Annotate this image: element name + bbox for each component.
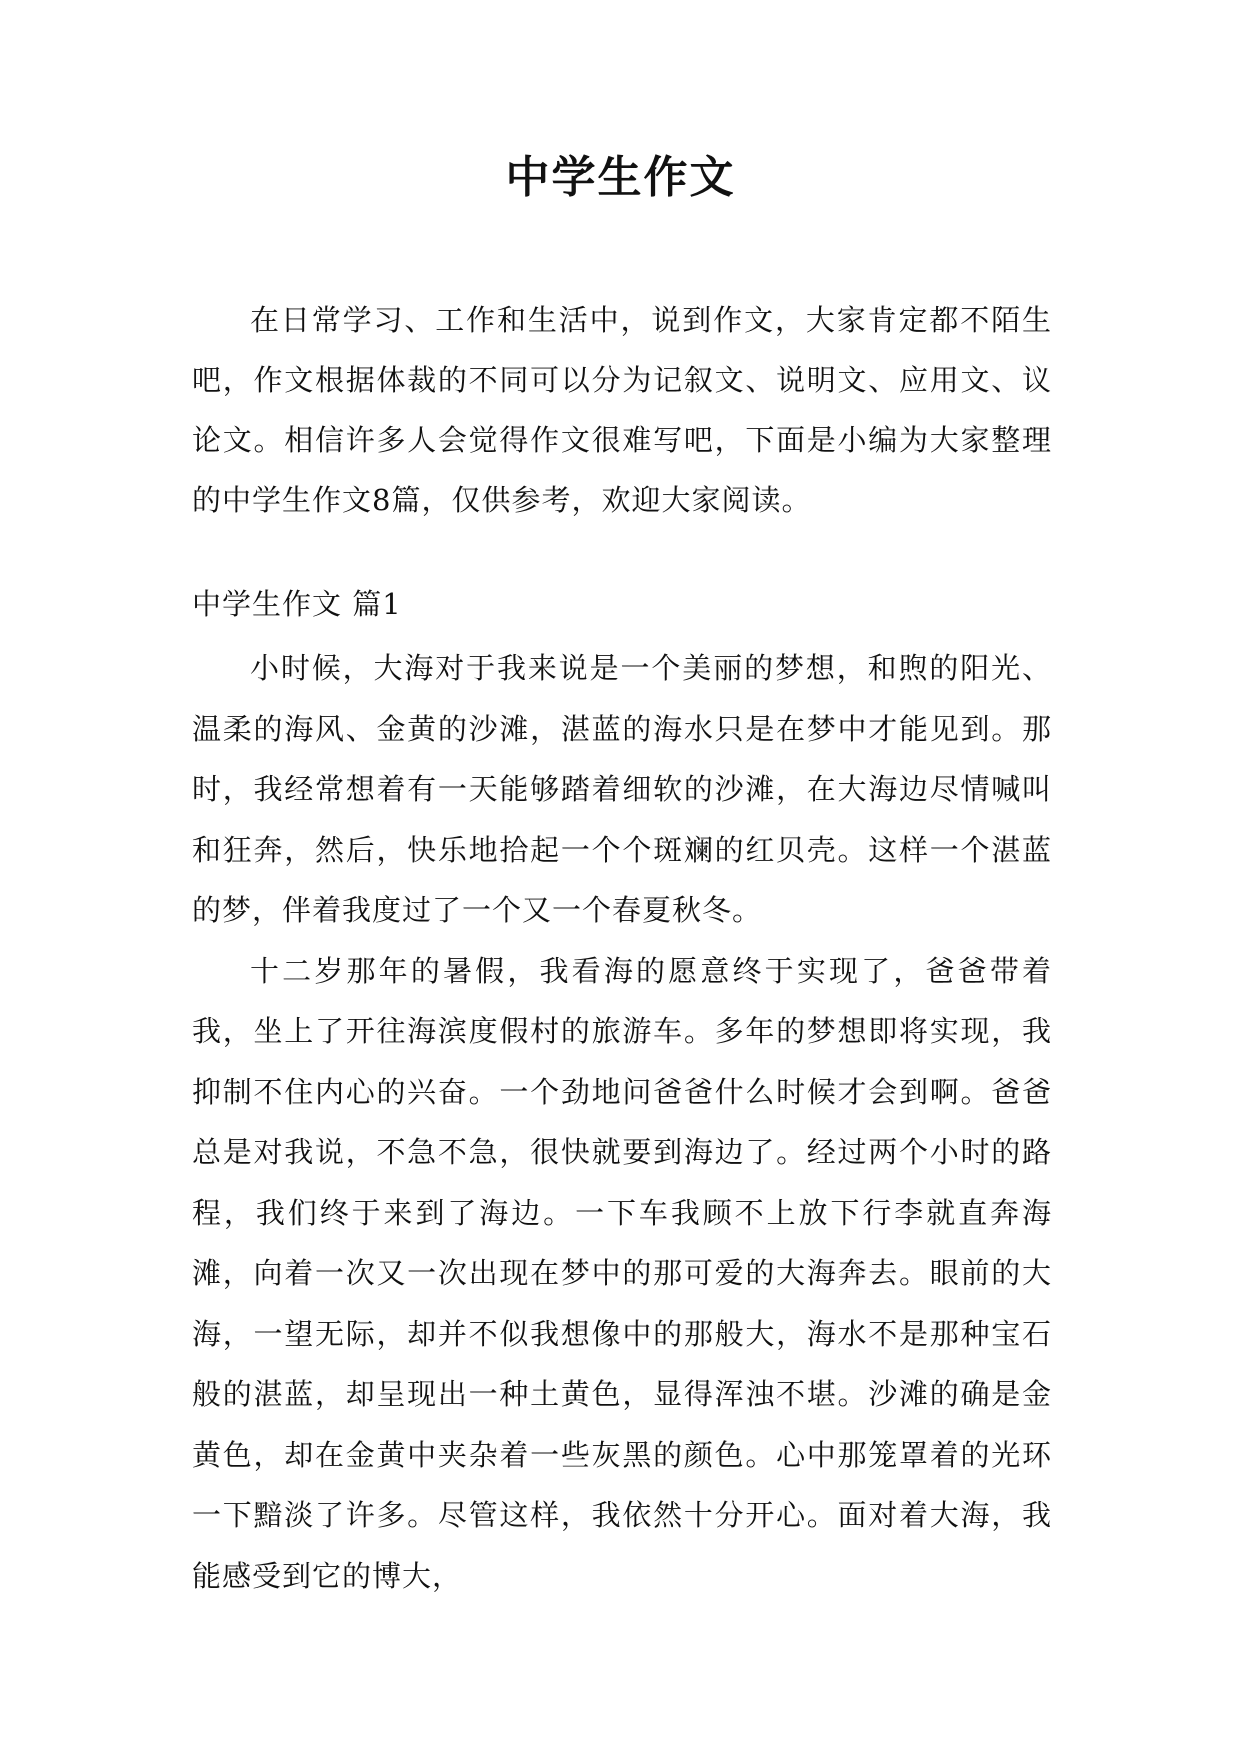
intro-paragraph: 在日常学习、工作和生活中，说到作文，大家肯定都不陌生吧，作文根据体裁的不同可以分为记叙文、说明文、应用文、议论文。相信许多人会觉得作文很难写吧，下面是小编为大家整理的中学生作文8篇，仅供参考，欢迎大家阅读。: [192, 303, 1052, 517]
essay-paragraph: 十二岁那年的暑假，我看海的愿意终于实现了，爸爸带着我，坐上了开往海滨度假村的旅游车。多年的梦想即将实现，我抑制不住内心的兴奋。一个劲地问爸爸什么时候才会到啊。爸爸总是对我说，不急不急，很快就要到海边了。经过两个小时的路程，我们终于来到了海边。一下车我顾不上放下行李就直奔海滩，向着一次又一次出现在梦中的那可爱的大海奔去。眼前的大海，一望无际，却并不似我想像中的那般大，海水不是那种宝石般的湛蓝，却呈现出一种土黄色，显得浑浊不堪。沙滩的确是金黄色，却在金黄中夹杂着一些灰黑的颜色。心中那笼罩着的光环一下黯淡了许多。尽管这样，我依然十分开心。面对着大海，我能感受到它的博大，: [192, 953, 1052, 1593]
essay-body: [192, 638, 1052, 1606]
essay-paragraph: 小时候，大海对于我来说是一个美丽的梦想，和煦的阳光、温柔的海风、金黄的沙滩，湛蓝的海水只是在梦中才能见到。那时，我经常想着有一天能够踏着细软的沙滩，在大海边尽情喊叫和狂奔，然后，快乐地拾起一个个斑斓的红贝壳。这样一个湛蓝的梦，伴着我度过了一个又一个春夏秋冬。: [192, 651, 1052, 927]
section-heading: 中学生作文 篇1: [192, 587, 402, 621]
intro-section: [192, 290, 1052, 530]
page-title: 中学生作文: [505, 152, 736, 203]
